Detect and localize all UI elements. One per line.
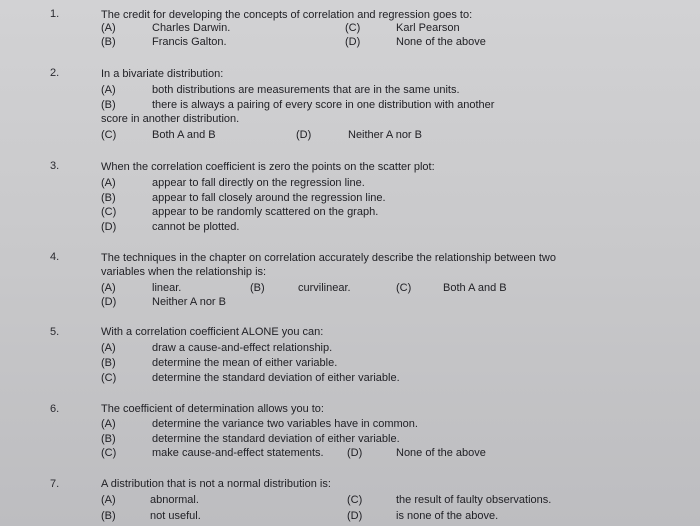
- question-5-number: 5.: [50, 326, 60, 338]
- q4-option-b-text: curvilinear.: [298, 282, 351, 294]
- question-3-stem: When the correlation coefficient is zero the points on the scatter plot:: [101, 161, 435, 173]
- q7-option-a-text: abnormal.: [150, 494, 199, 506]
- q2-option-b-continuation: score in another distribution.: [101, 113, 240, 125]
- q5-option-b-text: determine the mean of either variable.: [152, 357, 338, 369]
- q1-option-b-label: (B): [101, 36, 116, 48]
- q2-option-b-text: there is always a pairing of every score in one distribution with another: [152, 99, 495, 111]
- q7-option-b-text: not useful.: [150, 510, 201, 522]
- q4-option-c-text: Both A and B: [443, 282, 507, 294]
- question-2-number: 2.: [50, 67, 60, 79]
- q6-option-c-text: make cause-and-effect statements.: [152, 447, 324, 459]
- q5-option-a-label: (A): [101, 342, 116, 354]
- q5-option-b-label: (B): [101, 357, 116, 369]
- q7-option-b-label: (B): [101, 510, 116, 522]
- q4-option-a-text: linear.: [152, 282, 182, 294]
- q6-option-b-text: determine the standard deviation of either variable.: [152, 433, 400, 445]
- q3-option-d-text: cannot be plotted.: [152, 221, 240, 233]
- q4-option-a-label: (A): [101, 282, 116, 294]
- q5-option-c-label: (C): [101, 372, 117, 384]
- question-1-stem: The credit for developing the concepts of correlation and regression goes to:: [101, 9, 473, 21]
- question-6-stem: The coefficient of determination allows you to:: [101, 403, 324, 415]
- q4-option-d-label: (D): [101, 296, 117, 308]
- question-2-stem: In a bivariate distribution:: [101, 68, 224, 80]
- q7-option-d-label: (D): [347, 510, 363, 522]
- q1-option-a-text: Charles Darwin.: [152, 22, 231, 34]
- q1-option-b-text: Francis Galton.: [152, 36, 227, 48]
- q3-option-c-label: (C): [101, 206, 117, 218]
- q3-option-c-text: appear to be randomly scattered on the graph.: [152, 206, 379, 218]
- question-5-stem: With a correlation coefficient ALONE you can:: [101, 326, 324, 338]
- q2-option-a-label: (A): [101, 84, 116, 96]
- question-4-stem-line-1: The techniques in the chapter on correlation accurately describe the relationship between two: [101, 252, 556, 264]
- q6-option-a-label: (A): [101, 418, 116, 430]
- q2-option-c-text: Both A and B: [152, 129, 216, 141]
- question-6-number: 6.: [50, 403, 60, 415]
- q1-option-a-label: (A): [101, 22, 116, 34]
- q5-option-a-text: draw a cause-and-effect relationship.: [152, 342, 333, 354]
- question-3-number: 3.: [50, 160, 60, 172]
- q5-option-c-text: determine the standard deviation of either variable.: [152, 372, 400, 384]
- q2-option-a-text: both distributions are measurements that are in the same units.: [152, 84, 460, 96]
- q2-option-c-label: (C): [101, 129, 117, 141]
- q2-option-d-label: (D): [296, 129, 312, 141]
- q6-option-d-text: None of the above: [396, 447, 486, 459]
- q4-option-d-text: Neither A nor B: [152, 296, 226, 308]
- q1-option-d-text: None of the above: [396, 36, 486, 48]
- q3-option-b-label: (B): [101, 192, 116, 204]
- q1-option-d-label: (D): [345, 36, 361, 48]
- q4-option-b-label: (B): [250, 282, 265, 294]
- q7-option-c-text: the result of faulty observations.: [396, 494, 552, 506]
- q3-option-b-text: appear to fall closely around the regression line.: [152, 192, 386, 204]
- q3-option-d-label: (D): [101, 221, 117, 233]
- question-7-stem: A distribution that is not a normal distribution is:: [101, 478, 331, 490]
- q6-option-c-label: (C): [101, 447, 117, 459]
- q6-option-d-label: (D): [347, 447, 363, 459]
- q6-option-a-text: determine the variance two variables have in common.: [152, 418, 418, 430]
- q1-option-c-label: (C): [345, 22, 361, 34]
- question-4-stem-line-2: variables when the relationship is:: [101, 266, 267, 278]
- q6-option-b-label: (B): [101, 433, 116, 445]
- q7-option-a-label: (A): [101, 494, 116, 506]
- question-7-number: 7.: [50, 478, 60, 490]
- q3-option-a-label: (A): [101, 177, 116, 189]
- q4-option-c-label: (C): [396, 282, 412, 294]
- question-1-number: 1.: [50, 8, 60, 20]
- q2-option-b-label: (B): [101, 99, 116, 111]
- q3-option-a-text: appear to fall directly on the regression line.: [152, 177, 365, 189]
- q7-option-d-text: is none of the above.: [396, 510, 499, 522]
- question-4-number: 4.: [50, 251, 60, 263]
- q7-option-c-label: (C): [347, 494, 363, 506]
- q1-option-c-text: Karl Pearson: [396, 22, 460, 34]
- q2-option-d-text: Neither A nor B: [348, 129, 422, 141]
